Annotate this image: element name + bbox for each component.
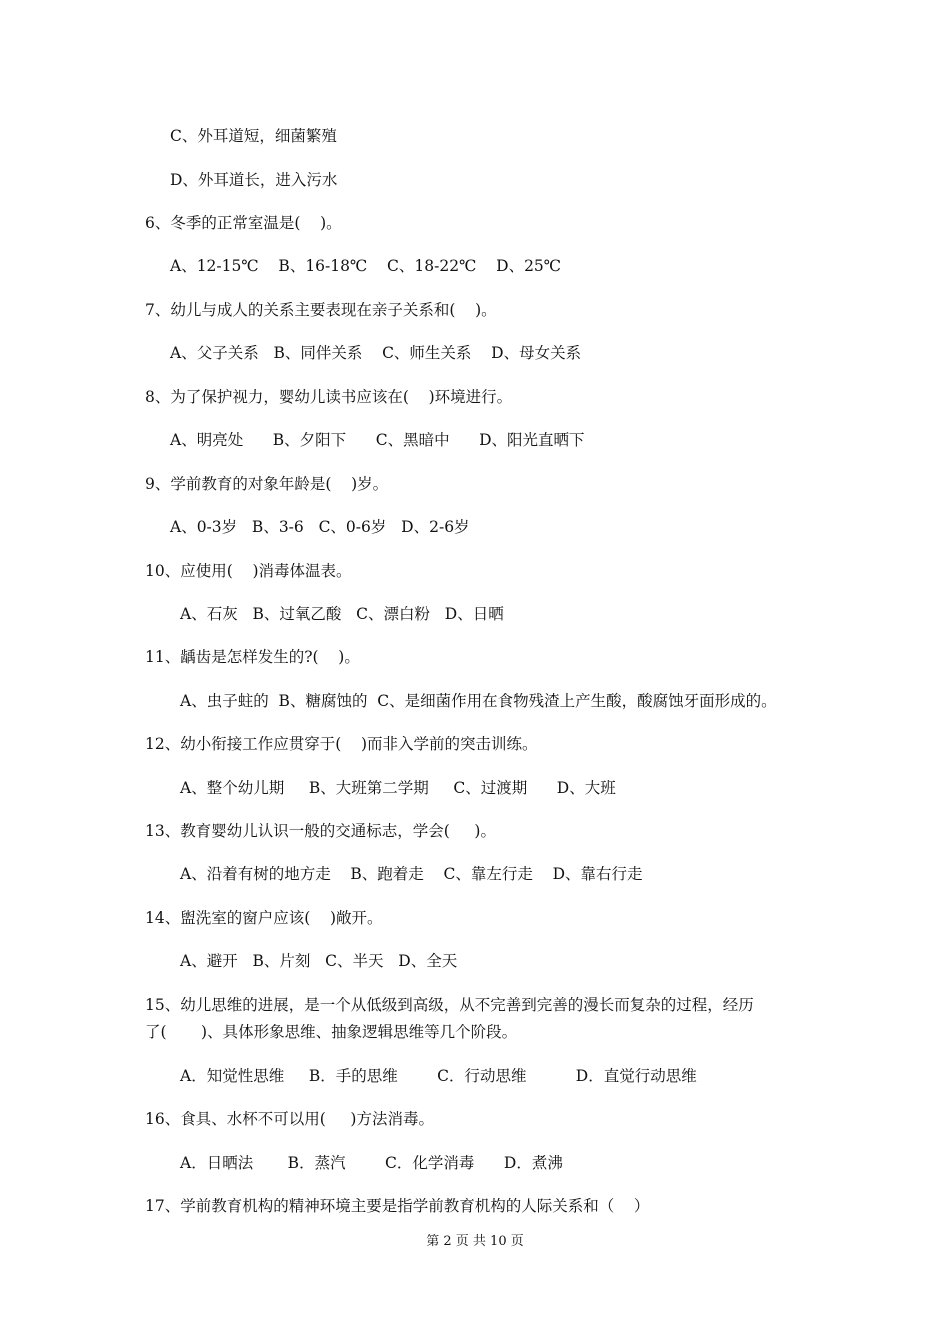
- option-line: A．知觉性思维 B．手的思维 C．行动思维 D．直觉行动思维: [180, 1067, 697, 1085]
- option-line: A．日晒法 B．蒸汽 C．化学消毒 D．煮沸: [180, 1154, 563, 1172]
- question-line: 16、食具、水杯不可以用( )方法消毒。: [145, 1110, 434, 1128]
- question-line: 10、应使用( )消毒体温表。: [145, 562, 352, 580]
- question-line: 8、为了保护视力，婴幼儿读书应该在( )环境进行。: [145, 388, 513, 406]
- question-line: 17、学前教育机构的精神环境主要是指学前教育机构的人际关系和（ ）: [145, 1197, 650, 1215]
- option-line: A、12-15℃ B、16-18℃ C、18-22℃ D、25℃: [170, 257, 562, 275]
- question-line: 11、龋齿是怎样发生的?( )。: [145, 648, 360, 666]
- option-line: A、虫子蛀的 B、糖腐蚀的 C、是细菌作用在食物残渣上产生酸，酸腐蚀牙面形成的。: [180, 692, 777, 710]
- option-line: A、父子关系 B、同伴关系 C、师生关系 D、母女关系: [170, 344, 582, 362]
- question-line: 12、幼小衔接工作应贯穿于( )而非入学前的突击训练。: [145, 735, 538, 753]
- question-line: 6、冬季的正常室温是( )。: [145, 214, 342, 232]
- option-line: A、避开 B、片刻 C、半天 D、全天: [180, 952, 458, 970]
- option-line: A、0-3岁 B、3-6 C、0-6岁 D、2-6岁: [170, 518, 470, 536]
- question-line: 了( )、具体形象思维、抽象逻辑思维等几个阶段。: [145, 1023, 518, 1041]
- page-footer: 第 2 页 共 10 页: [426, 1234, 524, 1249]
- question-line: 14、盥洗室的窗户应该( )敞开。: [145, 909, 383, 927]
- option-line: A、沿着有树的地方走 B、跑着走 C、靠左行走 D、靠右行走: [180, 865, 643, 883]
- question-line: 15、幼儿思维的进展，是一个从低级到高级，从不完善到完善的漫长而复杂的过程，经历: [145, 996, 754, 1014]
- option-line: D、外耳道长，进入污水: [170, 171, 338, 189]
- option-line: A、石灰 B、过氧乙酸 C、漂白粉 D、日晒: [180, 605, 504, 623]
- option-line: C、外耳道短，细菌繁殖: [170, 127, 337, 145]
- option-line: A、明亮处 B、夕阳下 C、黑暗中 D、阳光直晒下: [170, 431, 585, 449]
- option-line: A、整个幼儿期 B、大班第二学期 C、过渡期 D、大班: [180, 779, 616, 797]
- question-line: 13、教育婴幼儿认识一般的交通标志，学会( )。: [145, 822, 496, 840]
- question-line: 9、学前教育的对象年龄是( )岁。: [145, 475, 389, 493]
- question-line: 7、幼儿与成人的关系主要表现在亲子关系和( )。: [145, 301, 497, 319]
